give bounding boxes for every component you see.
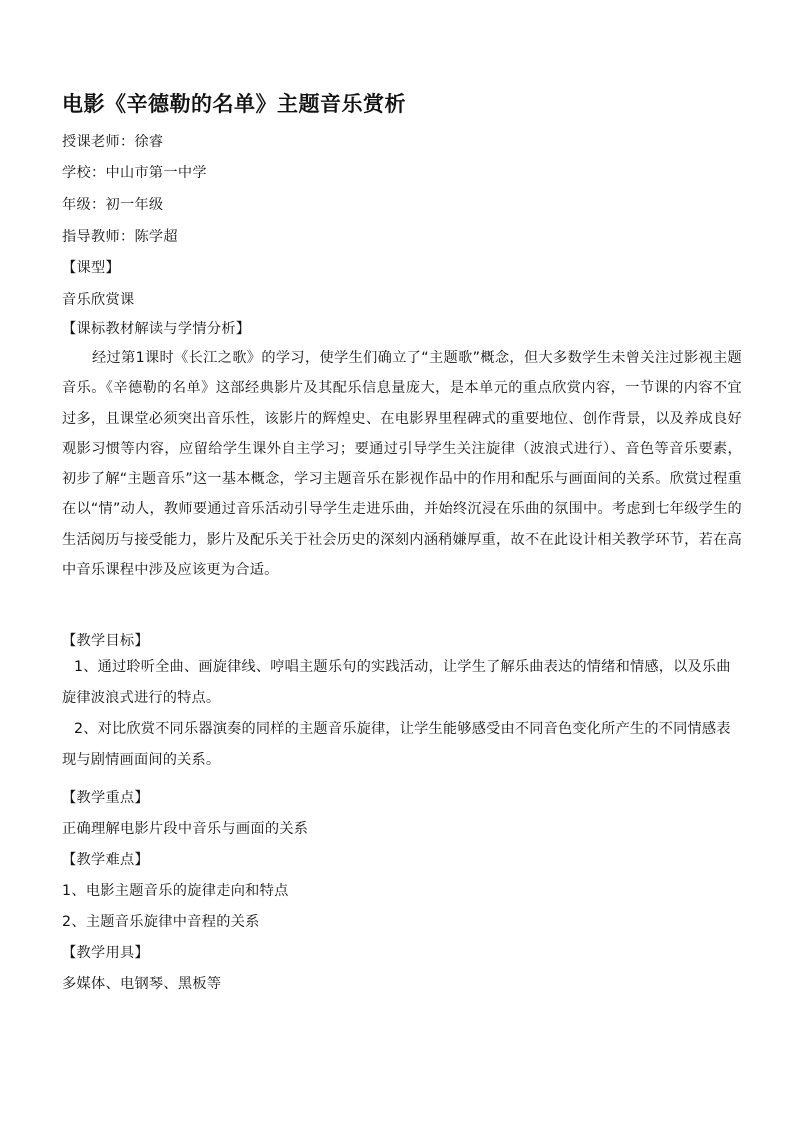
- analysis-paragraph: 经过第1课时《长江之歌》的学习，使学生们确立了“主题歌”概念，但大多数学生未曾关注过影视主题音乐。《辛德勒的名单》这部经典影片及其配乐信息量庞大，是本单元的重点欣赏内容，一节课的内容不宜过多，且课堂必须突出音乐性，该影片的辉煌史、在电影界里程碑式的重要地位、创作背景，以及养成良好观影习惯等内容，应留给学生课外自主学习；要通过引导学生关注旋律（波浪式进行）、音色等音乐要素，初步了解“主题音乐”这一基本概念，学习主题音乐在影视作品中的作用和配乐与画面间的关系。欣赏过程重在以“情”动人，教师要通过音乐活动引导学生走进乐曲，并始终沉浸在乐曲的氛围中。考虑到七年级学生的生活阅历与接受能力，影片及配乐关于社会历史的深刻内涵稍嫌厚重，故不在此设计相关教学环节，若在高中音乐课程中涉及应该更为合适。: [62, 350, 742, 579]
- tools-heading: 【教学用具】: [62, 945, 149, 961]
- difficulty-item-1: 1、电影主题音乐的旋律走向和特点: [62, 883, 289, 899]
- goal-item-2: 2、对比欣赏不同乐器演奏的同样的主题音乐旋律，让学生能够感受由不同音色变化所产生的不同情感表现与剧情画面间的关系。: [62, 721, 731, 768]
- goal-item-1: 1、通过聆听全曲、画旋律线、哼唱主题乐句的实践活动，让学生了解乐曲表达的情绪和情感，以及乐曲旋律波浪式进行的特点。: [62, 659, 731, 706]
- focus-text: 正确理解电影片段中音乐与画面的关系: [62, 821, 309, 837]
- school-line: 学校：中山市第一中学: [62, 165, 207, 181]
- difficulty-item-2: 2、主题音乐旋律中音程的关系: [62, 914, 260, 930]
- lesson-type-heading: 【课型】: [62, 260, 120, 276]
- lesson-type-text: 音乐欣赏课: [62, 292, 135, 308]
- focus-heading: 【教学重点】: [62, 790, 149, 806]
- teacher-line: 授课老师：徐睿: [62, 134, 164, 150]
- advisor-line: 指导教师：陈学超: [62, 229, 178, 245]
- analysis-heading: 【课标教材解读与学情分析】: [62, 321, 251, 337]
- tools-text: 多媒体、电钢琴、黑板等: [62, 976, 222, 992]
- goals-heading: 【教学目标】: [62, 633, 149, 649]
- difficulty-heading: 【教学难点】: [62, 852, 149, 868]
- grade-line: 年级：初一年级: [62, 197, 164, 213]
- page-title: 电影《辛德勒的名单》主题音乐赏析: [62, 92, 406, 116]
